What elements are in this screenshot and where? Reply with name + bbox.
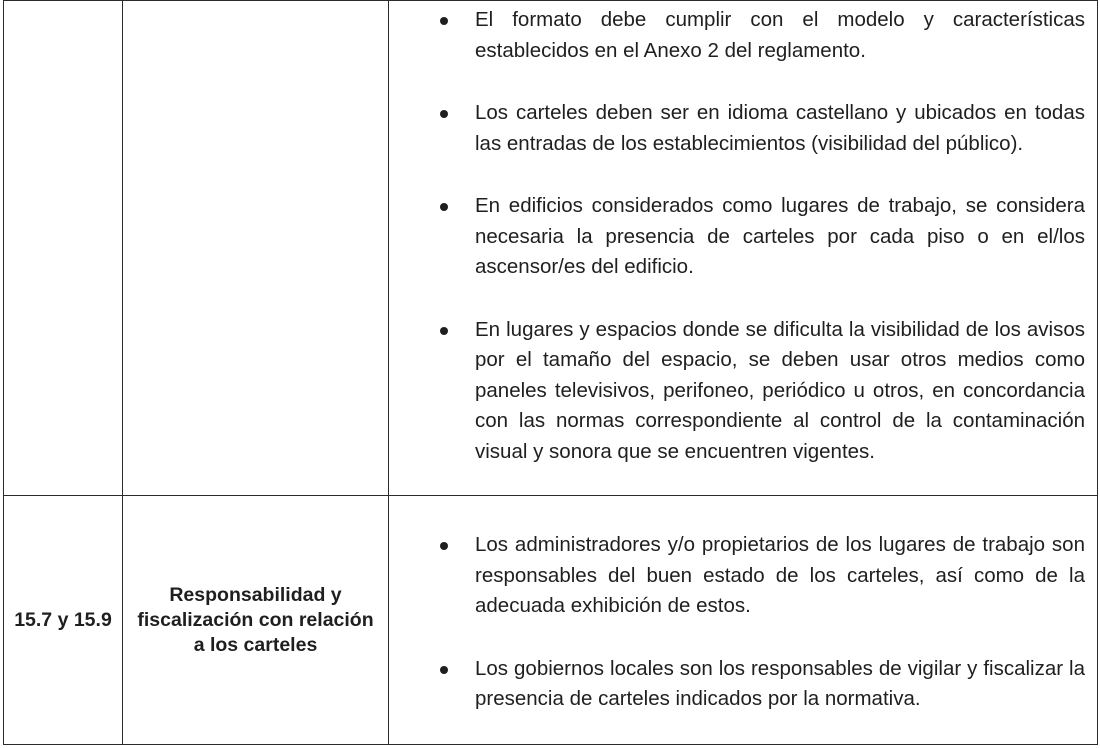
bullet-item: Los carteles deben ser en idioma castellano y ubicados en todas las entradas de los establecimientos (visibilidad del público). [389, 98, 1097, 159]
table-row [4, 1, 1098, 496]
regulation-table [3, 0, 1098, 745]
bullet-list [389, 496, 1097, 715]
bullet-item: El formato debe cumplir con el modelo y características establecidos en el Anexo 2 del reglamento. [389, 5, 1097, 66]
requirements-cell [389, 1, 1098, 496]
bullet-item: Los administradores y/o propietarios de los lugares de trabajo son responsables del buen estado de los carteles, así como de la adecuada exhibición de estos. [389, 530, 1097, 622]
article-number-cell [4, 1, 123, 496]
table-row [4, 496, 1098, 745]
requirements-cell [389, 496, 1098, 745]
topic-title: Responsabilidad y fiscalización con relación a los carteles [137, 583, 374, 656]
bullet-item: En edificios considerados como lugares de trabajo, se considera necesaria la presencia de carteles por cada piso o en el/los ascensor/es del edificio. [389, 191, 1097, 283]
topic-cell [123, 496, 389, 745]
article-number-cell [4, 496, 123, 745]
bullet-item: Los gobiernos locales son los responsables de vigilar y fiscalizar la presencia de carteles indicados por la normativa. [389, 654, 1097, 715]
topic-cell [123, 1, 389, 496]
bullet-item: En lugares y espacios donde se dificulta la visibilidad de los avisos por el tamaño del espacio, se deben usar otros medios como paneles televisivos, perifoneo, periódico u otros, en concordancia con las normas correspondiente al control de la contaminación visual y sonora que se encuentren vigentes. [389, 315, 1097, 468]
bullet-list [389, 1, 1097, 467]
article-number: 15.7 y 15.9 [14, 608, 112, 631]
